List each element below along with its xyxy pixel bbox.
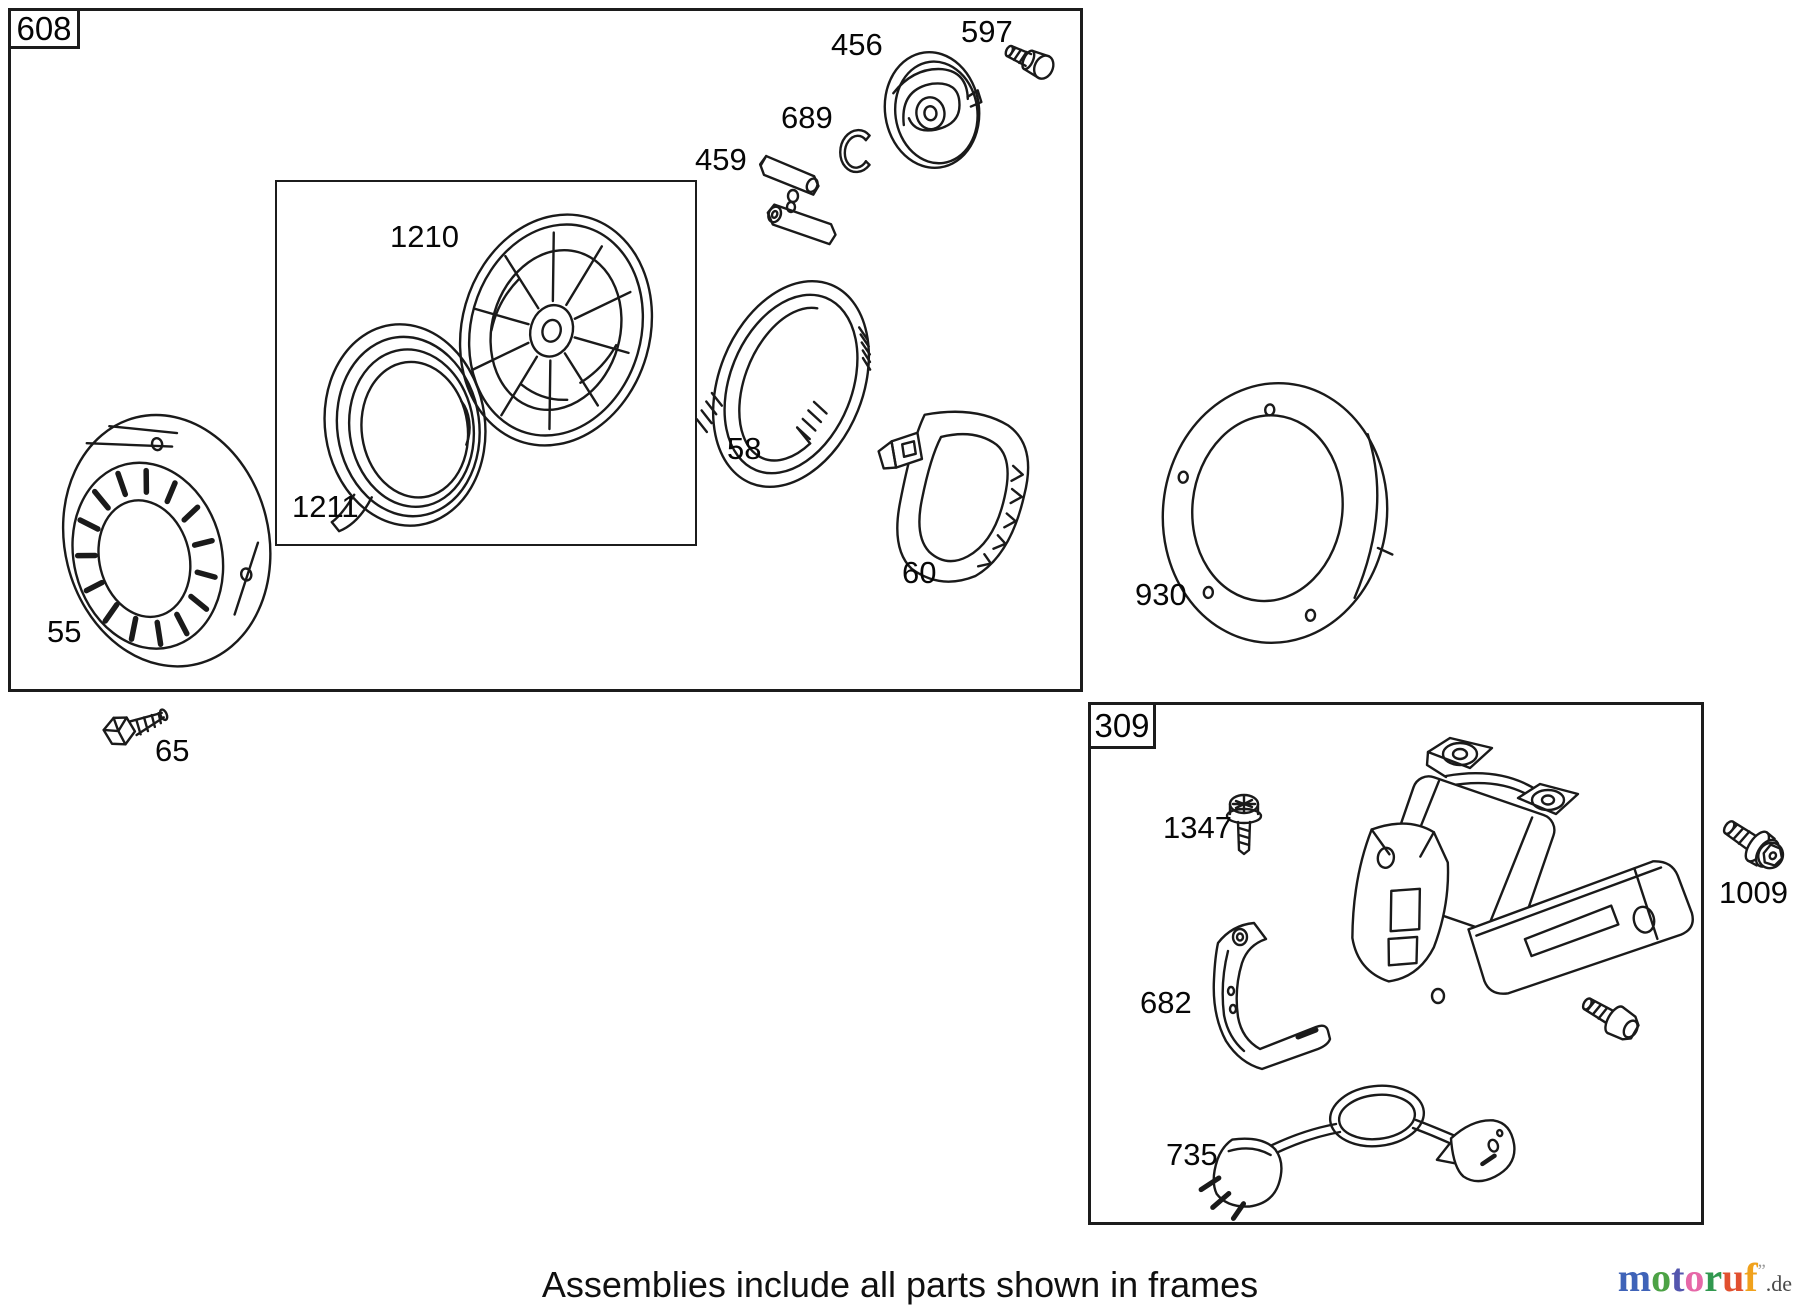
part-label-55: 55 [47,614,82,649]
part-label-1347: 1347 [1163,810,1232,845]
logo-word [1618,1255,1758,1300]
part-label-459: 459 [695,142,747,177]
part-1009-bolt [1716,811,1790,876]
logo-letter: o [1684,1255,1705,1300]
logo-marks: ” [1757,1260,1766,1281]
logo-suffix: .de [1765,1271,1792,1296]
part-label-456: 456 [831,27,883,62]
logo-letter: f [1744,1255,1758,1300]
logo-letter: t [1671,1255,1685,1300]
part-starter-motor-assembly [1344,738,1700,1045]
part-label-1210: 1210 [390,219,459,254]
frame-309-tag: 309 [1088,702,1156,749]
part-label-58: 58 [727,431,762,466]
part-682-cover [1214,923,1330,1069]
frame-608-tag: 608 [8,8,80,49]
part-label-60: 60 [902,555,937,590]
part-label-689: 689 [781,100,833,135]
part-label-1009: 1009 [1719,875,1788,910]
part-label-735: 735 [1166,1137,1218,1172]
part-689-retainer-ring [838,128,875,174]
part-label-682: 682 [1140,985,1192,1020]
part-1347-screw [1227,795,1261,854]
part-930-bezel-ring [1150,372,1409,655]
assemblies-caption: Assemblies include all parts shown in frames [541,1264,1259,1305]
logo-letter: r [1704,1255,1723,1300]
part-label-930: 930 [1135,577,1187,612]
logo-letter: m [1617,1255,1652,1300]
motoruf-logo [1617,1255,1792,1300]
logo-letter: u [1722,1255,1745,1300]
part-459-pawl-kit [757,153,839,247]
part-label-1211: 1211 [292,489,359,524]
part-label-65: 65 [155,733,190,768]
part-label-597: 597 [961,14,1013,49]
part-735-cable [1198,1081,1523,1224]
part-60-starter-grip [858,398,1037,593]
part-58-starter-spring [682,257,898,510]
part-456-starter-clutch [877,46,989,174]
logo-letter: o [1651,1255,1672,1300]
